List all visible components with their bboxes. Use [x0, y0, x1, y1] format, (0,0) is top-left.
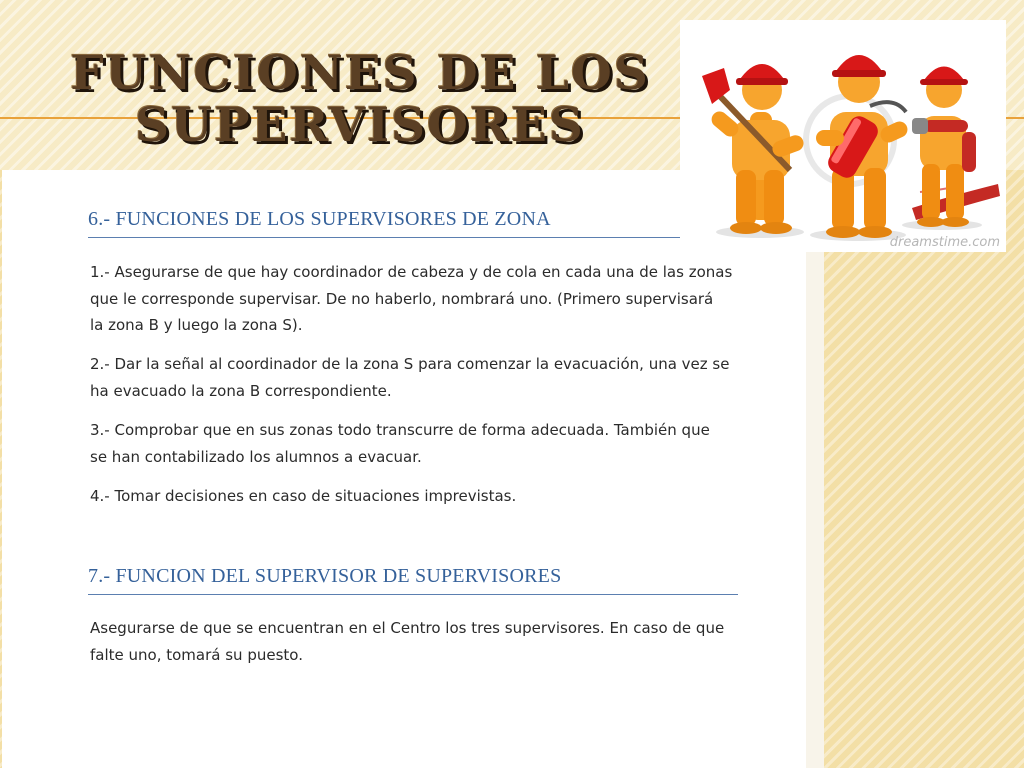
section-6-item-2 [90, 351, 729, 404]
document-edge [806, 250, 824, 768]
section-6-item-4 [90, 483, 516, 510]
firefighters-illustration [680, 20, 1006, 252]
slide-title-line-1: FUNCIONES DE LOS [70, 46, 650, 101]
item-4-line: 4.- Tomar decisiones en caso de situaciones imprevistas. [90, 487, 517, 505]
item-2-line: ha evacuado la zona B correspondiente. [90, 381, 392, 400]
section-7-line: Asegurarse de que se encuentran en el Centro los tres supervisores. En caso de que [90, 619, 725, 637]
firefighter-left [702, 64, 806, 234]
item-1-line: que le corresponde supervisar. De no haberlo, nombrará uno. (Primero supervisará [90, 289, 714, 308]
section-6-heading: 6.- FUNCIONES DE LOS SUPERVISORES DE ZONA [88, 208, 551, 230]
item-1-line: la zona B y luego la zona S). [90, 316, 303, 334]
slide-title-line-2: SUPERVISORES [135, 98, 585, 153]
watermark-text: dreamstime.com [889, 235, 1000, 250]
section-7-heading: 7.- FUNCION DEL SUPERVISOR DE SUPERVISORES [88, 565, 562, 587]
firefighters-graphic [680, 20, 1006, 252]
section-7-rule [88, 594, 738, 595]
item-2-line: 2.- Dar la señal al coordinador de la zona S para comenzar la evacuación, una vez se [90, 355, 730, 373]
section-6-item-1 [90, 259, 732, 339]
item-3-line: se han contabilizado los alumnos a evacuar. [90, 447, 422, 466]
section-6-item-3 [90, 417, 710, 470]
item-1-line: 1.- Asegurarse de que hay coordinador de cabeza y de cola en cada una de las zonas [90, 263, 733, 281]
section-7-paragraph [90, 615, 724, 668]
document-scan [2, 170, 806, 768]
item-3-line: 3.- Comprobar que en sus zonas todo transcurre de forma adecuada. También que [90, 421, 710, 439]
section-6-rule [88, 237, 684, 238]
slide-title [60, 48, 660, 152]
section-7-line: falte uno, tomará su puesto. [90, 645, 303, 664]
